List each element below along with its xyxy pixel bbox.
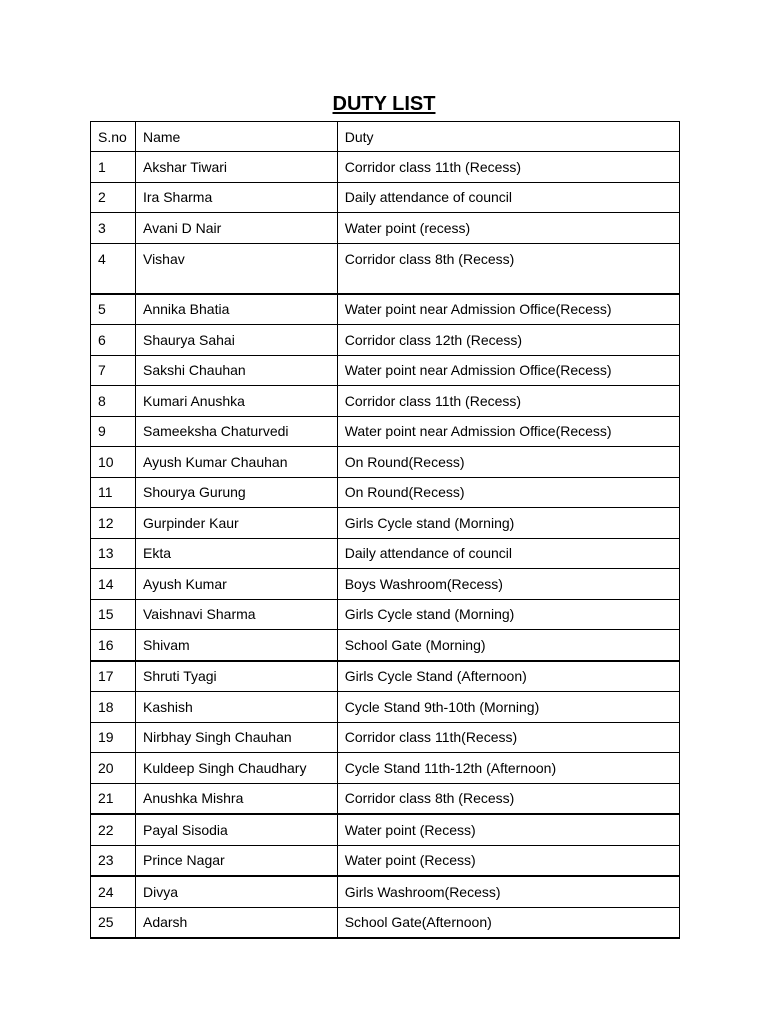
cell-duty: School Gate (Morning) [337,630,679,661]
cell-duty: Water point (Recess) [337,814,679,845]
table-row [91,907,680,938]
cell-duty: On Round(Recess) [337,447,679,478]
cell-duty: Girls Cycle Stand (Afternoon) [337,661,679,692]
table-row [91,538,680,569]
table-row [91,508,680,539]
table-row [91,692,680,723]
table-row [91,447,680,478]
table-row [91,722,680,753]
table-row [91,753,680,784]
cell-name: Anushka Mishra [135,783,337,814]
table-header-row [91,122,680,152]
cell-duty: Corridor class 11th (Recess) [337,152,679,183]
cell-sno: 17 [91,661,136,692]
header-name: Name [135,122,337,152]
cell-sno: 6 [91,325,136,356]
table-row [91,783,680,814]
cell-duty: Cycle Stand 9th-10th (Morning) [337,692,679,723]
title-text: DUTY LIST [332,93,436,115]
cell-name: Vaishnavi Sharma [135,599,337,630]
cell-duty: Water point near Admission Office(Recess) [337,355,679,386]
cell-name: Ira Sharma [135,182,337,213]
cell-sno: 14 [91,569,136,600]
cell-name: Ayush Kumar [135,569,337,600]
page-title [0,91,768,117]
cell-sno: 3 [91,213,136,244]
cell-sno: 16 [91,630,136,661]
cell-name: Gurpinder Kaur [135,508,337,539]
table-row [91,599,680,630]
cell-name: Akshar Tiwari [135,152,337,183]
table-row [91,243,680,294]
cell-name: Payal Sisodia [135,814,337,845]
cell-name: Kashish [135,692,337,723]
table-row [91,814,680,845]
table-row [91,876,680,907]
cell-duty: Corridor class 11th(Recess) [337,722,679,753]
table-row [91,213,680,244]
cell-name: Ekta [135,538,337,569]
table-row [91,845,680,876]
cell-name: Shourya Gurung [135,477,337,508]
cell-duty: Cycle Stand 11th-12th (Afternoon) [337,753,679,784]
table-row [91,325,680,356]
table-row [91,416,680,447]
table-row [91,630,680,661]
header-duty: Duty [337,122,679,152]
cell-sno: 19 [91,722,136,753]
table-row [91,152,680,183]
table-row [91,386,680,417]
table-row [91,182,680,213]
table-row [91,355,680,386]
cell-sno: 22 [91,814,136,845]
cell-sno: 4 [91,243,136,294]
cell-duty: Water point (Recess) [337,845,679,876]
duty-table [90,121,680,939]
cell-name: Sameeksha Chaturvedi [135,416,337,447]
table-row [91,477,680,508]
cell-duty: Daily attendance of council [337,538,679,569]
cell-name: Annika Bhatia [135,294,337,325]
cell-name: Prince Nagar [135,845,337,876]
cell-sno: 18 [91,692,136,723]
cell-duty: Water point near Admission Office(Recess) [337,294,679,325]
cell-duty: Water point (recess) [337,213,679,244]
cell-sno: 21 [91,783,136,814]
table-row [91,294,680,325]
cell-sno: 8 [91,386,136,417]
cell-sno: 12 [91,508,136,539]
cell-duty: Corridor class 8th (Recess) [337,783,679,814]
cell-sno: 20 [91,753,136,784]
cell-name: Kumari Anushka [135,386,337,417]
cell-name: Vishav [135,243,337,294]
cell-sno: 24 [91,876,136,907]
cell-name: Avani D Nair [135,213,337,244]
cell-name: Shaurya Sahai [135,325,337,356]
cell-sno: 25 [91,907,136,938]
header-sno: S.no [91,122,136,152]
cell-name: Adarsh [135,907,337,938]
cell-name: Ayush Kumar Chauhan [135,447,337,478]
cell-sno: 10 [91,447,136,478]
cell-duty: Corridor class 12th (Recess) [337,325,679,356]
cell-sno: 2 [91,182,136,213]
cell-duty: Corridor class 8th (Recess) [337,243,679,294]
cell-name: Shivam [135,630,337,661]
cell-name: Kuldeep Singh Chaudhary [135,753,337,784]
cell-duty: Girls Cycle stand (Morning) [337,599,679,630]
cell-sno: 13 [91,538,136,569]
cell-sno: 23 [91,845,136,876]
cell-duty: On Round(Recess) [337,477,679,508]
cell-duty: Boys Washroom(Recess) [337,569,679,600]
cell-sno: 9 [91,416,136,447]
cell-sno: 7 [91,355,136,386]
cell-duty: Water point near Admission Office(Recess) [337,416,679,447]
cell-sno: 5 [91,294,136,325]
table-row [91,569,680,600]
cell-duty: Daily attendance of council [337,182,679,213]
cell-duty: Girls Washroom(Recess) [337,876,679,907]
cell-name: Shruti Tyagi [135,661,337,692]
cell-name: Nirbhay Singh Chauhan [135,722,337,753]
cell-name: Divya [135,876,337,907]
cell-sno: 15 [91,599,136,630]
cell-duty: Corridor class 11th (Recess) [337,386,679,417]
cell-duty: School Gate(Afternoon) [337,907,679,938]
cell-name: Sakshi Chauhan [135,355,337,386]
cell-sno: 1 [91,152,136,183]
cell-duty: Girls Cycle stand (Morning) [337,508,679,539]
cell-sno: 11 [91,477,136,508]
table-row [91,661,680,692]
